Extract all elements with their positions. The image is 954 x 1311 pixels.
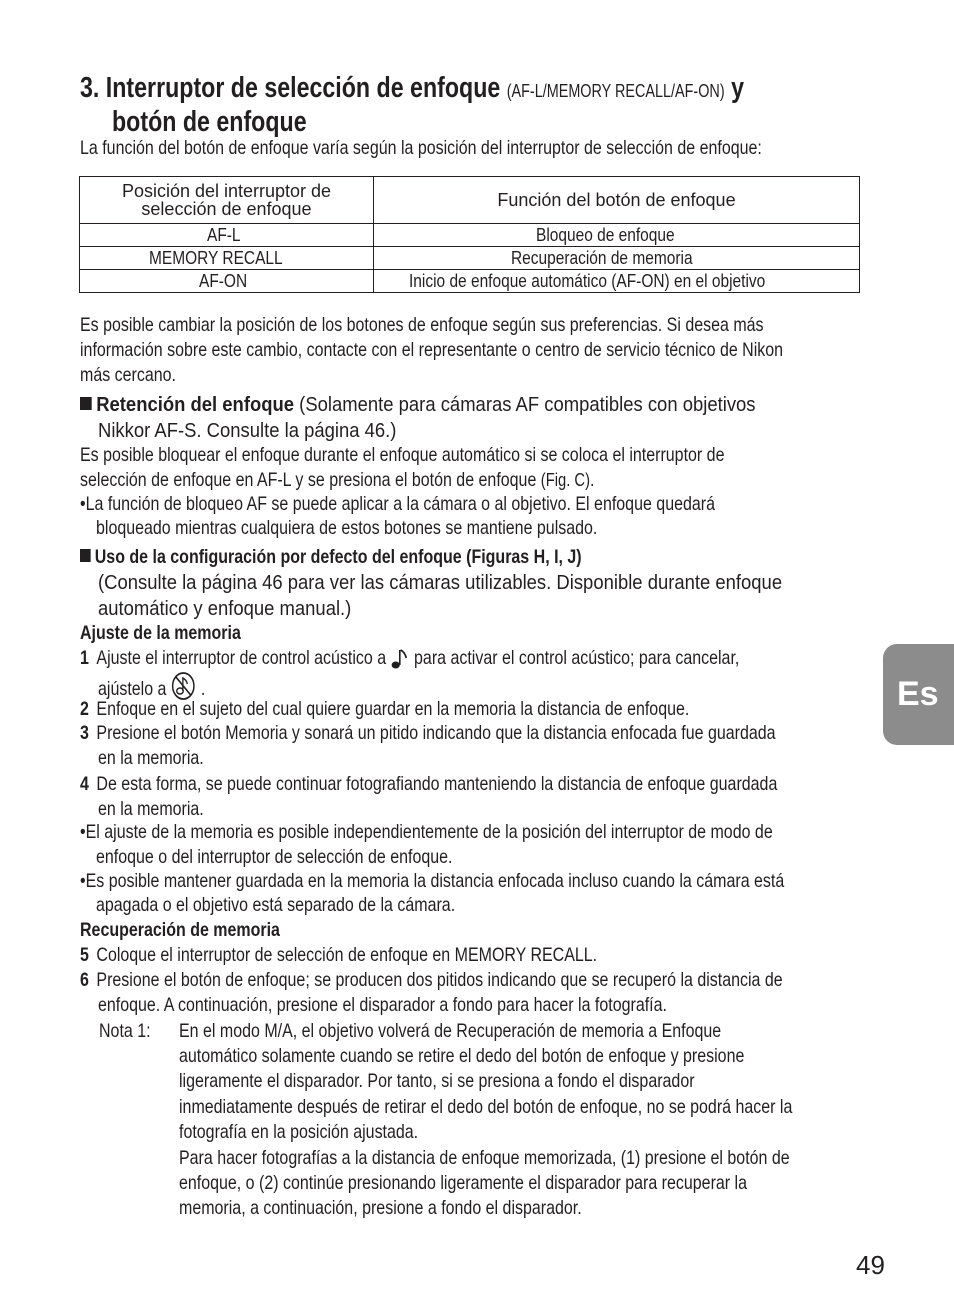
section-heading-line2: botón de enfoque bbox=[112, 106, 307, 138]
para-change-2: información sobre este cambio, contacte con el representante o centro de servicio técnico de Nikon bbox=[80, 339, 784, 361]
note-line: Para hacer fotografías a la distancia de enfoque memorizada, (1) presione el botón de bbox=[179, 1147, 790, 1169]
step-2: 2 Enfoque en el sujeto del cual quiere guardar en la memoria la distancia de enfoque. bbox=[80, 698, 690, 720]
note-line: En el modo M/A, el objetivo volverá de Recuperación de memoria a Enfoque bbox=[179, 1020, 722, 1042]
figure-reference: (Fig. C) bbox=[540, 470, 590, 490]
heading-main: 3. Interruptor de selección de enfoque bbox=[80, 72, 501, 104]
table-header-row bbox=[80, 177, 860, 224]
step-6: 6 Presione el botón de enfoque; se producen dos pitidos indicando que se recuperó la distancia de bbox=[80, 969, 783, 991]
para-change-3: más cercano. bbox=[80, 364, 176, 386]
default-config-title: Uso de la configuración por defecto del enfoque (Figuras H, I, J) bbox=[80, 545, 692, 570]
note-line: memoria, a continuación, presione a fondo el disparador. bbox=[179, 1197, 582, 1219]
default-config-sub-2: automático y enfoque manual.) bbox=[98, 597, 352, 620]
intro-text: La función del botón de enfoque varía según la posición del interruptor de selección de enfoque: bbox=[80, 137, 762, 159]
memory-setting-title: Ajuste de la memoria bbox=[80, 622, 241, 644]
retention-title: Retención del enfoque (Solamente para cámaras AF compatibles con objetivos bbox=[80, 392, 831, 417]
memory-bullet-2: •Es posible mantener guardada en la memoria la distancia enfocada incluso cuando la cámara está bbox=[80, 870, 785, 892]
memory-bullet-1: •El ajuste de la memoria es posible independientemente de la posición del interruptor de modo de bbox=[80, 821, 773, 843]
step-6-line2: enfoque. A continuación, presione el disparador a fondo para hacer la fotografía. bbox=[98, 994, 667, 1016]
retention-bullet-1: •La función de bloqueo AF se puede aplicar a la cámara o al objetivo. El enfoque quedará bbox=[80, 493, 715, 515]
function-table bbox=[79, 176, 860, 293]
step-3-line2: en la memoria. bbox=[98, 747, 204, 769]
note-line: enfoque, o (2) continúe presionando ligeramente el disparador para recuperar la bbox=[179, 1172, 748, 1194]
note-line: ligeramente el disparador. Por tanto, si se presiona a fondo el disparador bbox=[179, 1070, 695, 1092]
table-row: AF-L Bloqueo de enfoque bbox=[80, 224, 860, 247]
memory-bullet-2-line2: apagada o el objetivo está separado de la cámara. bbox=[96, 894, 456, 916]
note-line: inmediatamente después de retirar el dedo del botón de enfoque, no se podrá hacer la bbox=[179, 1096, 793, 1118]
table-row: AF-ON Inicio de enfoque automático (AF-ON) en el objetivo bbox=[80, 270, 860, 293]
default-config-sub-1: (Consulte la página 46 para ver las cámaras utilizables. Disponible durante enfoque bbox=[98, 571, 783, 594]
note-label: Nota 1: bbox=[99, 1020, 151, 1042]
note-line: fotografía en la posición ajustada. bbox=[179, 1121, 419, 1143]
retention-body-1: Es posible bloquear el enfoque durante el enfoque automático si se coloca el interruptor de bbox=[80, 444, 725, 466]
heading-switch-positions: (AF-L/MEMORY RECALL/AF-ON) bbox=[506, 81, 725, 101]
para-change-1: Es posible cambiar la posición de los botones de enfoque según sus preferencias. Si desea más bbox=[80, 314, 764, 336]
heading-conjunction: y bbox=[731, 72, 744, 104]
table-header-position: Posición del interruptor de selección de enfoque bbox=[80, 177, 374, 224]
retention-body-2: selección de enfoque en AF-L y se presiona el botón de enfoque (Fig. C). bbox=[80, 469, 595, 491]
retention-title-line2: Nikkor AF-S. Consulte la página 46.) bbox=[98, 419, 397, 442]
square-bullet-icon bbox=[80, 397, 92, 410]
table-row: MEMORY RECALL Recuperación de memoria bbox=[80, 247, 860, 270]
step-1-line2: ajústelo a . bbox=[98, 671, 229, 708]
memory-recall-title: Recuperación de memoria bbox=[80, 919, 280, 941]
memory-bullet-1-line2: enfoque o del interruptor de selección de enfoque. bbox=[96, 846, 453, 868]
table-header-function: Función del botón de enfoque bbox=[374, 177, 860, 224]
language-tab-label: Es bbox=[897, 675, 939, 713]
note-line: automático solamente cuando se retire el dedo del botón de enfoque y presione bbox=[179, 1045, 745, 1067]
page-number: 49 bbox=[856, 1250, 885, 1280]
step-4: 4 De esta forma, se puede continuar fotografiando manteniendo la distancia de enfoque guardada bbox=[80, 773, 778, 795]
step-5: 5 Coloque el interruptor de selección de enfoque en MEMORY RECALL. bbox=[80, 944, 598, 966]
step-1: 1 Ajuste el interruptor de control acústico a para activar el control acústico; para cancelar, bbox=[80, 646, 884, 677]
square-bullet-icon bbox=[80, 549, 91, 562]
step-4-line2: en la memoria. bbox=[98, 798, 204, 820]
step-3: 3 Presione el botón Memoria y sonará un pitido indicando que la distancia enfocada fue guardada bbox=[80, 722, 776, 744]
musical-note-icon bbox=[391, 648, 409, 677]
retention-bullet-2: bloqueado mientras cualquiera de estos botones se mantiene pulsado. bbox=[96, 517, 598, 539]
